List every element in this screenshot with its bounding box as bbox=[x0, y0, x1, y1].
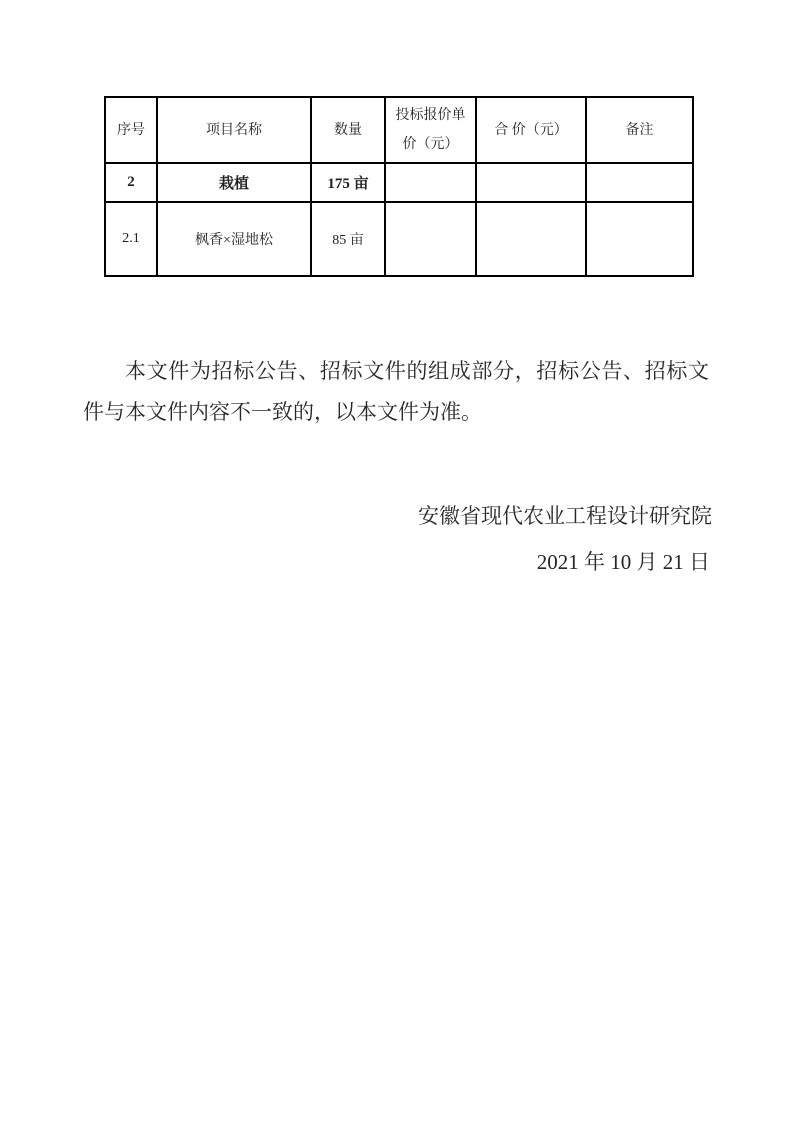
signature-organization: 安徽省现代农业工程设计研究院 bbox=[418, 504, 712, 528]
signature-block bbox=[418, 493, 712, 585]
cell-sequence-number: 2 bbox=[105, 163, 157, 202]
header-sequence-number: 序号 bbox=[105, 97, 157, 163]
header-bid-unit-price: 投标报价单价（元） bbox=[385, 97, 476, 163]
cell-sequence-number: 2.1 bbox=[105, 202, 157, 276]
header-quantity: 数量 bbox=[311, 97, 385, 163]
cell-quantity: 85 亩 bbox=[311, 202, 385, 276]
cell-bid-unit-price bbox=[385, 163, 476, 202]
table-row-category bbox=[105, 163, 693, 202]
cell-remarks bbox=[586, 163, 693, 202]
header-item-name: 项目名称 bbox=[157, 97, 311, 163]
cell-quantity: 175 亩 bbox=[311, 163, 385, 202]
header-total-price: 合 价（元） bbox=[476, 97, 586, 163]
cell-remarks bbox=[586, 202, 693, 276]
cell-bid-unit-price bbox=[385, 202, 476, 276]
cell-item-name: 枫香×湿地松 bbox=[157, 202, 311, 276]
cell-total-price bbox=[476, 202, 586, 276]
bid-items-table bbox=[104, 96, 694, 277]
notice-paragraph: 本文件为招标公告、招标文件的组成部分，招标公告、招标文件与本文件内容不一致的，以本文件为准。 bbox=[83, 359, 709, 424]
cell-item-name: 栽植 bbox=[157, 163, 311, 202]
signature-date: 2021 年 10 月 21 日 bbox=[536, 550, 710, 574]
table-row-item bbox=[105, 202, 693, 276]
cell-total-price bbox=[476, 163, 586, 202]
header-remarks: 备注 bbox=[586, 97, 693, 163]
table-header-row bbox=[105, 97, 693, 163]
